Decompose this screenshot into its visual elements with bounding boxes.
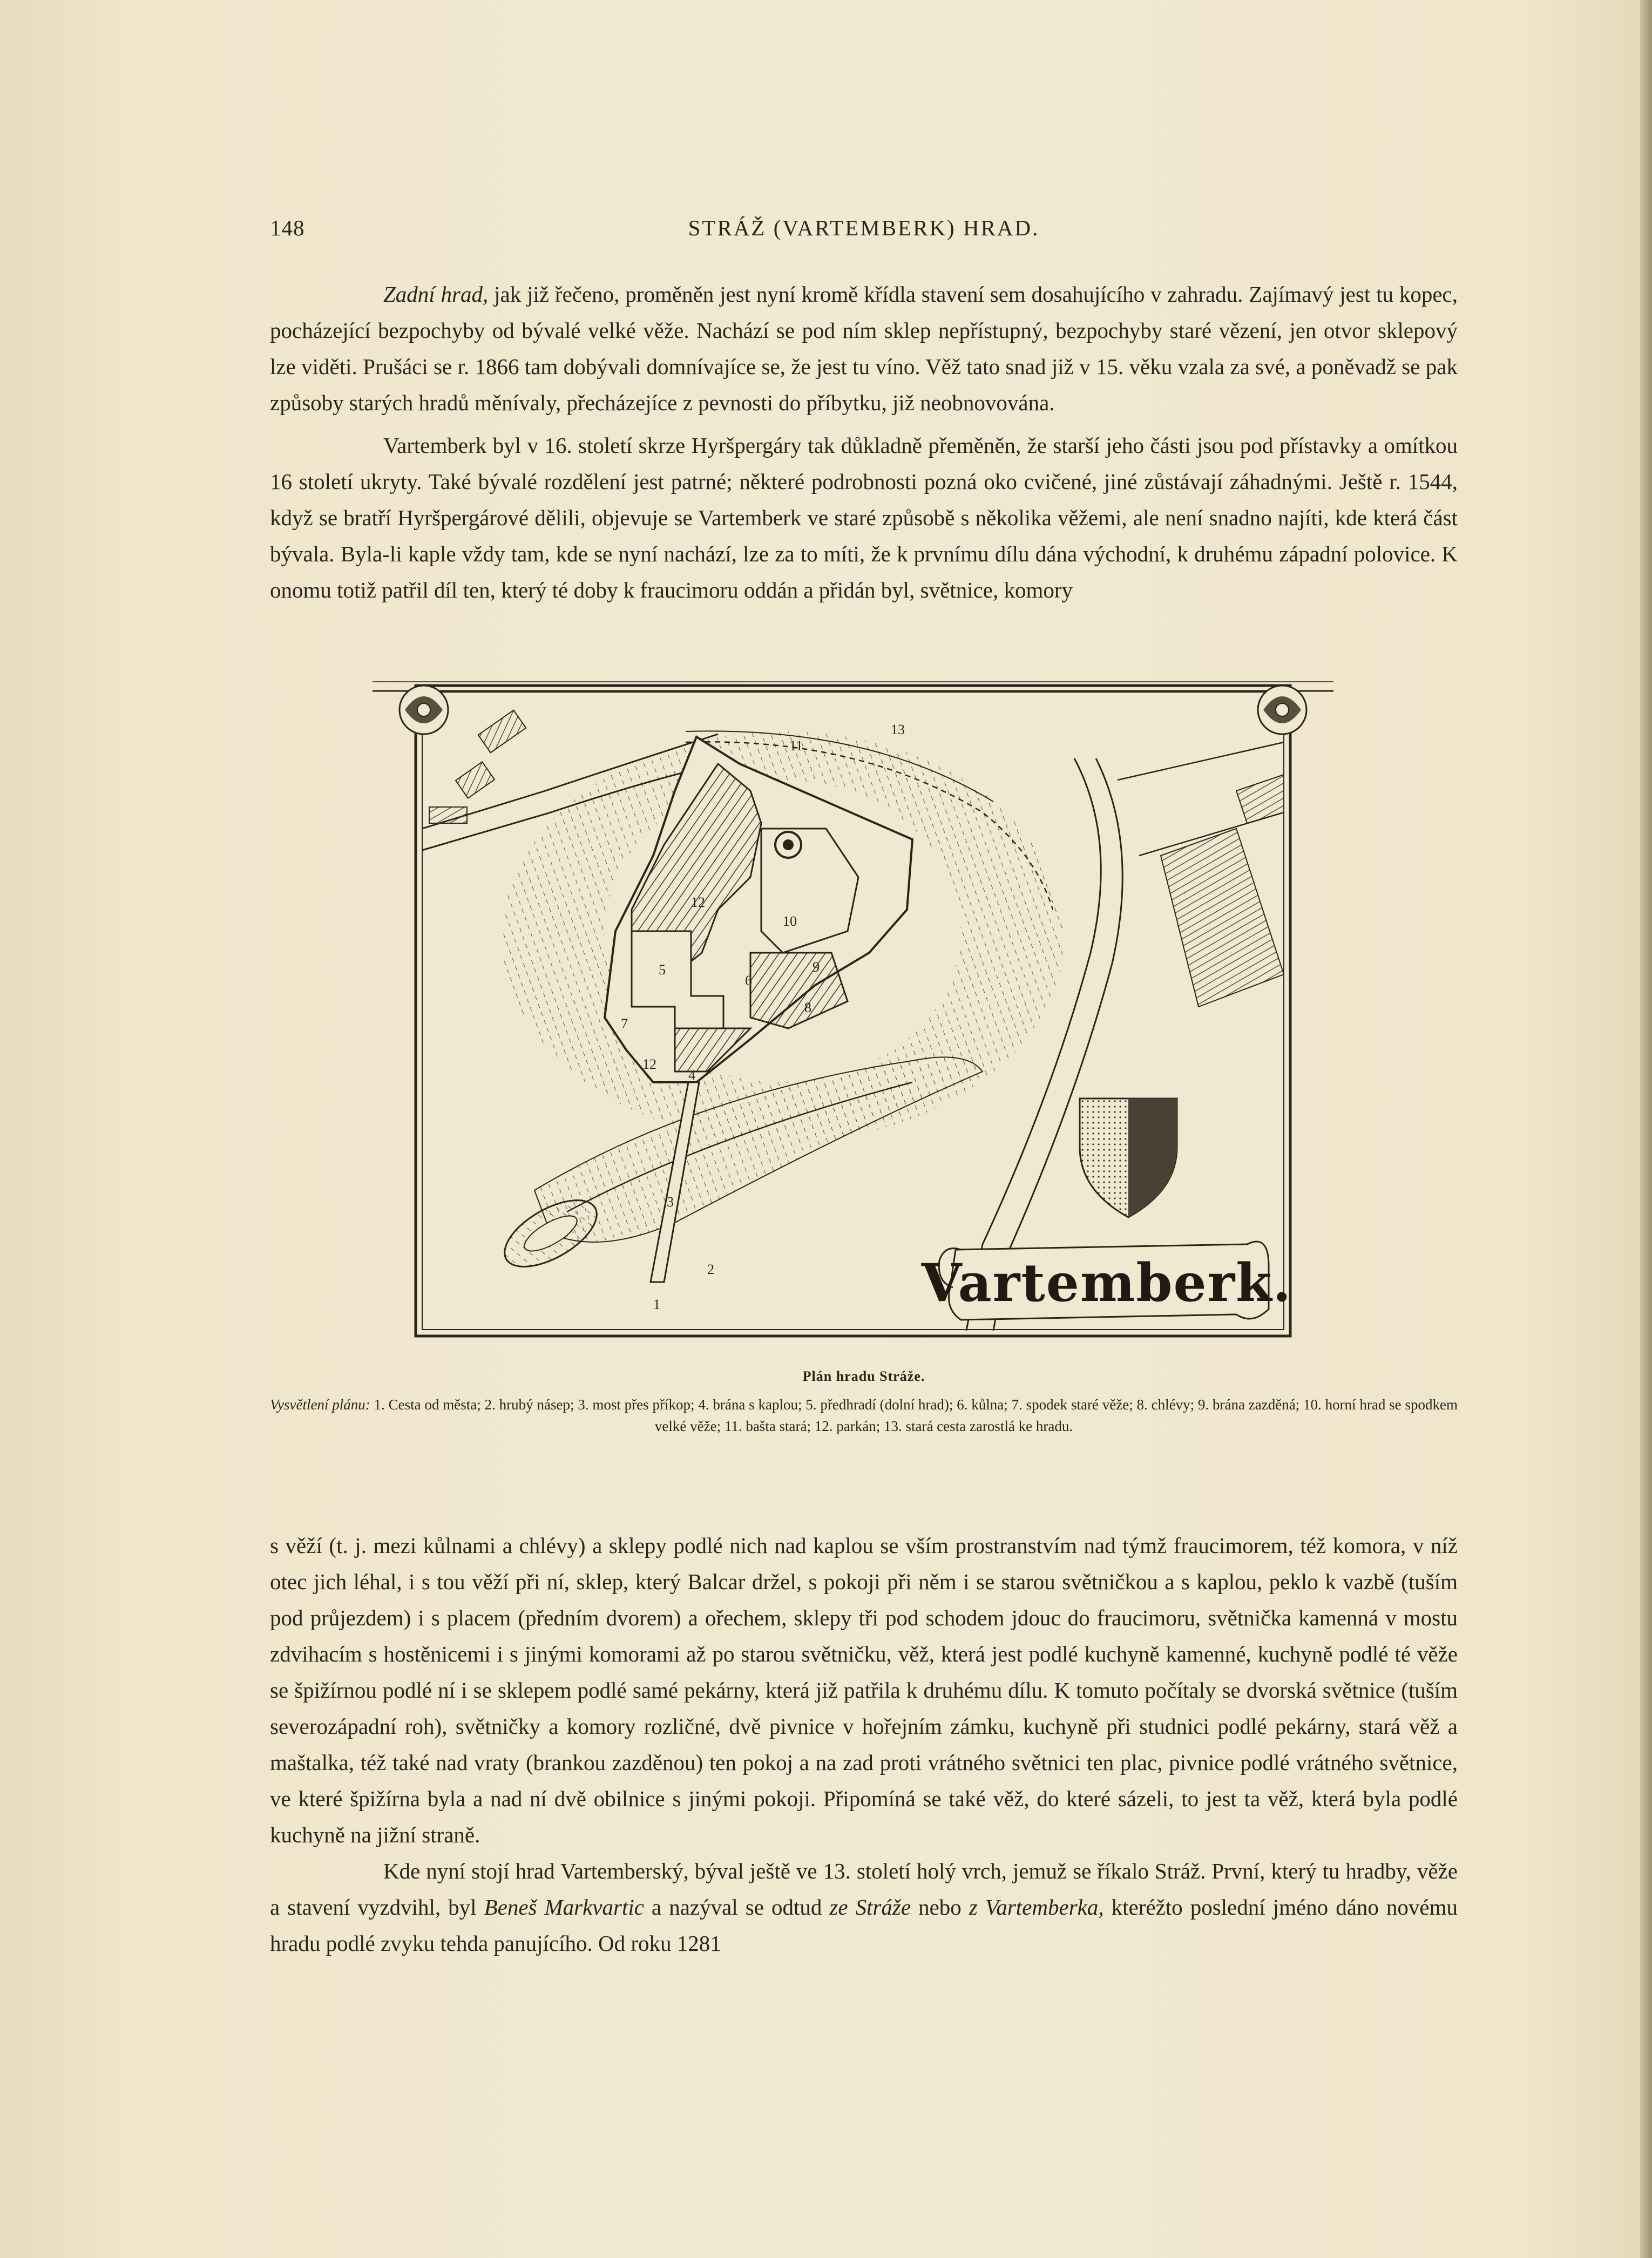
italic-name: ze Stráže xyxy=(829,1895,911,1920)
plan-label-5: 5 xyxy=(659,962,666,978)
plan-label-3: 3 xyxy=(667,1194,674,1210)
italic-name: Beneš Markvartic xyxy=(484,1895,644,1920)
plan-label-13: 13 xyxy=(891,722,905,737)
name-banner xyxy=(921,1242,1292,1320)
paragraph-text: a nazýval se odtud xyxy=(644,1895,830,1920)
paragraph-text: , kteréžto poslední jméno dáno novému hradu podlé zvyku tehda panujícího. Od roku 1281 xyxy=(270,1895,1458,1956)
figure-caption: Plán hradu Stráže. xyxy=(802,1368,925,1384)
legend-label: Vysvětlení plánu: xyxy=(270,1396,370,1413)
plan-label-10: 10 xyxy=(783,913,797,929)
castle-plan-figure xyxy=(373,650,1333,1363)
plan-label-12b: 12 xyxy=(642,1056,656,1072)
italic-lead: Zadní hrad, xyxy=(383,282,489,307)
paragraph-text: s věží (t. j. mezi kůlnami a chlévy) a sklepy podlé nich nad kaplou se vším prostranstvím nad týmž fraucimorem, též komora, v níž otec jich léhal, i s tou věží při ní, sklep, který Balcar držel, s pokoji při něm i se starou světničkou a s kaplou, peklo k vazbě (tuším pod průjezdem) i s placem (předním dvorem) a ořechem, sklepy tři pod schodem jdouc do fraucimoru, světnička kamenná v mostu zdvihacím s hostěnicemi i s jinými komorami až po starou světničku, věž, která jest podlé kuchyně kamenné, kuchyně podlé té věže se špižírnou podlé ní i se sklepem podlé samé pekárny, která již patřila k druhému dílu. K tomuto počítaly se dvorská světnice (tuším severozápadní roh), světničky a komory rozličné, dvě pivnice v hořejním zámku, kuchyně při studnici podlé pekárny, stará věž a maštalka, též také nad vraty (brankou zazděnou) ten pokoj a na zad proti vrátného světnici ten plac, pivnice podlé vrátného světnice, ve které špižírna byla a nad ní dvě obilnice s jinými pokoji. Připomíná se také věž, do které sázeli, to jest ta věž, která byla podlé kuchyně na jižní straně. xyxy=(270,1533,1458,1847)
paragraph xyxy=(270,428,1458,608)
plan-label-12: 12 xyxy=(691,894,705,910)
page-edge-shadow xyxy=(1640,0,1652,2258)
plan-label-6: 6 xyxy=(745,973,752,988)
plan-label-8: 8 xyxy=(804,1000,811,1015)
paragraph-text: Vartemberk byl v 16. století skrze Hyršpergáry tak důkladně přeměněn, že starší jeho části jsou pod přístavky a omítkou 16 století ukryty. Také bývalé rozdělení jest patrné; některé podrobnosti pozná oko cvičené, jiné zůstávají záhadnými. Ještě r. 1544, když se bratří Hyršpergárové dělili, objevuje se Vartemberk ve staré způsobě s několika věžemi, ale není snadno najíti, kde která část bývala. Byla-li kaple vždy tam, kde se nyní nachází, lze za to míti, že k prvnímu dílu dána východní, k druhému západní polovice. K onomu totiž patřil díl ten, který té doby k fraucimoru oddán a přidán byl, světnice, komory xyxy=(270,433,1458,602)
corner-ornament-right xyxy=(1258,686,1306,734)
plan-label-2: 2 xyxy=(707,1262,714,1277)
figure-legend xyxy=(270,1394,1458,1437)
page-header xyxy=(270,215,1458,247)
paragraph-text: Kde nyní stojí hrad Vartemberský, býval ještě ve 13. století holý vrch, jemuž se říkalo Stráž. První, který tu hradby, věže a stavení vyzdvihl, byl xyxy=(270,1859,1458,1920)
plan-label-1: 1 xyxy=(653,1297,660,1312)
plan-label-11: 11 xyxy=(789,738,803,754)
plan-label-7: 7 xyxy=(621,1016,628,1032)
castle-plan-drawing xyxy=(373,650,1333,1363)
plan-label-9: 9 xyxy=(813,959,820,975)
italic-name: z Vartemberka xyxy=(969,1895,1099,1920)
page-number: 148 xyxy=(270,215,305,240)
paragraph-text: nebo xyxy=(911,1895,969,1920)
legend-text: 1. Cesta od města; 2. hrubý násep; 3. most přes příkop; 4. brána s kaplou; 5. předhradí (dolní hrad); 6. kůlna; 7. spodek staré věže; 8. chlévy; 9. brána zazděná; 10. horní hrad se spodkem velké věže; 11. bašta stará; 12. parkán; 13. stará cesta zarostlá ke hradu. xyxy=(370,1396,1458,1434)
paragraph xyxy=(270,276,1458,421)
text-block-bottom xyxy=(270,1528,1458,1962)
paragraph xyxy=(270,1528,1458,1853)
running-title: STRÁŽ (VARTEMBERK) HRAD. xyxy=(688,215,1040,240)
paragraph-text: jak již řečeno, proměněn jest nyní kromě křídla stavení sem dosahujícího v zahradu. Zajímavý jest tu kopec, pocházející bezpochyby od bývalé velké věže. Nachází se pod ním sklep nepřístupný, bezpochyby staré vězení, jen otvor sklepový lze viděti. Prušáci se r. 1866 tam dobývali domnívajíce se, že jest tu víno. Věž tato snad již v 15. věku vzala za své, a poněvadž se pak způsoby starých hradů měnívaly, přecházejíce z pevnosti do příbytku, již neobnovována. xyxy=(270,282,1458,415)
corner-ornament-left xyxy=(400,686,448,734)
banner-title: Vartemberk. xyxy=(921,1252,1292,1313)
plan-label-4: 4 xyxy=(688,1067,695,1083)
text-block-top xyxy=(270,276,1458,608)
paragraph xyxy=(270,1853,1458,1962)
